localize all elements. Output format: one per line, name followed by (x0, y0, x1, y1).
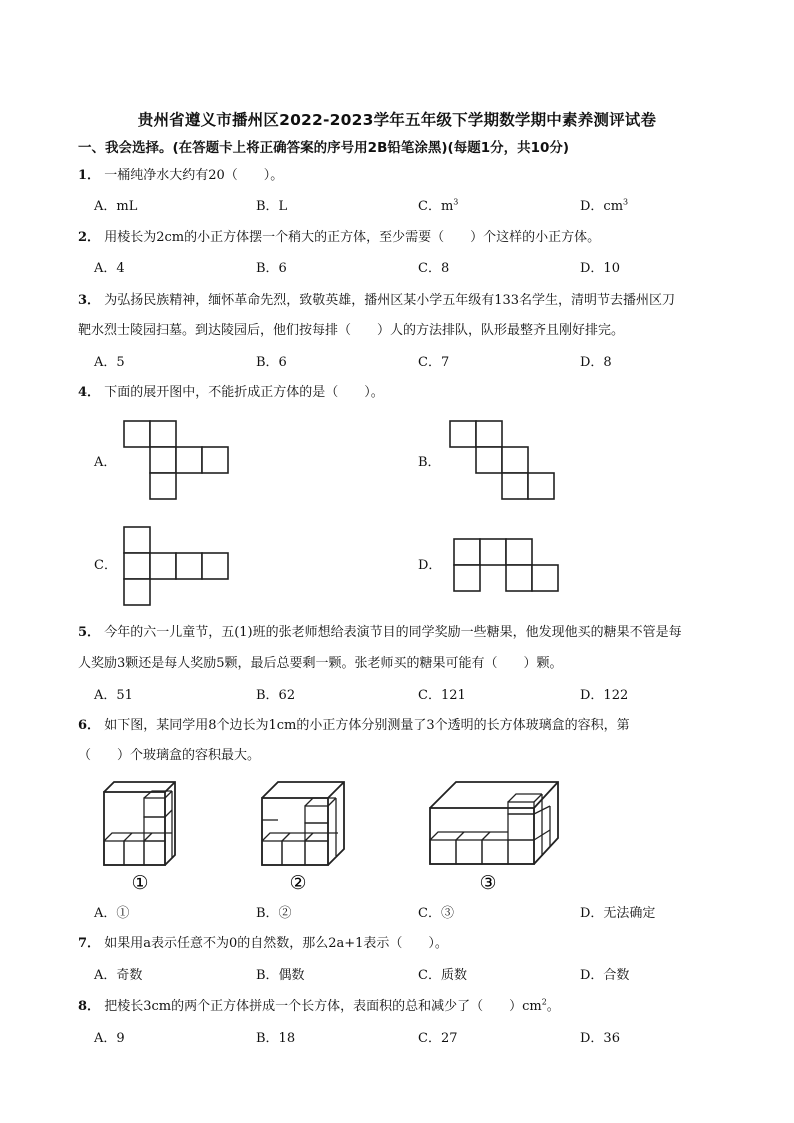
q1-option-b: B．L (256, 199, 288, 214)
question-number: 2． (78, 230, 101, 245)
q5-option-c: C．121 (418, 688, 466, 703)
q2-option-c: C．8 (418, 261, 450, 276)
question-3 (78, 292, 675, 310)
question-7 (78, 935, 448, 953)
q1-option-c: C．$m^3$ (418, 197, 459, 214)
cube-net-d (450, 536, 562, 596)
q8-option-c: C．27 (418, 1031, 458, 1046)
question-6-line2: （ ）个玻璃盒的容积最大。 (78, 748, 261, 763)
q7-option-c: C．质数 (418, 968, 467, 983)
q8-option-b: B．18 (256, 1031, 296, 1046)
question-text-line1: 今年的六一儿童节，五(1)班的张老师想给表演节目的同学奖励一些糖果，他发现他买的糖果不管是每 (104, 625, 682, 640)
question-4 (78, 384, 384, 402)
question-1 (78, 167, 283, 185)
question-3-line2: 靶水烈士陵园扫墓。到达陵园后，他们按每排（ ）人的方法排队，队形最整齐且刚好排完。 (78, 323, 625, 338)
question-text: 如果用a表示任意不为0的自然数，那么2a+1表示（ ）。 (104, 936, 448, 951)
box-label-2: ② (289, 872, 307, 894)
page-title: 贵州省遵义市播州区2022-2023学年五年级下学期数学期中素养测评试卷 (137, 111, 657, 129)
q4-option-c: C． (94, 558, 117, 573)
cube-net-c (120, 524, 232, 608)
question-text: 下面的展开图中，不能折成正方体的是（ ）。 (104, 385, 384, 400)
q8-option-a: A．9 (94, 1031, 125, 1046)
question-2 (78, 229, 600, 247)
question-5 (78, 624, 682, 642)
question-8: 8． 把棱长3cm的两个正方体拼成一个长方体，表面积的总和减少了（ ）$cm^2$。 (78, 997, 560, 1014)
q3-option-b: B．6 (256, 355, 287, 370)
q4-option-a: A． (94, 455, 117, 470)
q3-option-c: C．7 (418, 355, 450, 370)
question-number: 5． (78, 625, 101, 640)
q1-option-d: D．$cm^3$ (580, 197, 629, 214)
q5-option-b: B．62 (256, 688, 296, 703)
question-number: 6． (78, 718, 101, 733)
glass-box-2 (258, 778, 352, 893)
q1-option-a: A．mL (94, 199, 138, 214)
question-number: 8． (78, 999, 101, 1014)
question-number: 7． (78, 936, 101, 951)
q2-option-d: D．10 (580, 261, 620, 276)
q3-option-a: A．5 (94, 355, 125, 370)
question-number: 1． (78, 168, 101, 183)
q5-option-d: D．122 (580, 688, 629, 703)
box-label-1: ① (131, 872, 149, 894)
glass-box-3 (426, 778, 562, 893)
q2-option-b: B．6 (256, 261, 287, 276)
question-text: 一桶纯净水大约有20（ ）。 (104, 168, 284, 183)
question-text: 用棱长为2cm的小正方体摆一个稍大的正方体，至少需要（ ）个这样的小正方体。 (104, 230, 601, 245)
question-number: 3． (78, 293, 101, 308)
q7-option-a: A．奇数 (94, 968, 143, 983)
q5-option-a: A．51 (94, 688, 133, 703)
box-label-3: ③ (479, 872, 497, 894)
q4-option-d: D． (418, 558, 442, 573)
q7-option-b: B．偶数 (256, 968, 305, 983)
question-text-line1: 为弘扬民族精神，缅怀革命先烈，致敬英雄，播州区某小学五年级有133名学生，清明节去播州区刀 (104, 293, 676, 308)
section-heading: 一、我会选择。(在答题卡上将正确答案的序号用2B铅笔涂黑)(每题1分，共10分) (78, 140, 570, 156)
question-number: 4． (78, 385, 101, 400)
glass-box-1 (100, 778, 182, 893)
q2-option-a: A．4 (94, 261, 125, 276)
q6-option-b: B．② (256, 906, 292, 921)
q6-option-a: A．① (94, 906, 130, 921)
q7-option-d: D．合数 (580, 968, 630, 983)
q6-option-d: D．无法确定 (580, 906, 656, 921)
cube-net-b (446, 418, 558, 500)
question-5-line2: 人奖励3颗还是每人奖励5颗，最后总要剩一颗。张老师买的糖果可能有（ ）颗。 (78, 656, 563, 671)
question-text: 把棱长3cm的两个正方体拼成一个长方体，表面积的总和减少了（ ）cm (104, 999, 542, 1014)
q4-option-b: B． (418, 455, 441, 470)
q8-option-d: D．36 (580, 1031, 620, 1046)
cube-net-a (120, 418, 232, 500)
question-text-line1: 如下图，某同学用8个边长为1cm的小正方体分别测量了3个透明的长方体玻璃盒的容积，第 (104, 718, 630, 733)
question-6 (78, 717, 630, 735)
q3-option-d: D．8 (580, 355, 612, 370)
q6-option-c: C．③ (418, 906, 454, 921)
